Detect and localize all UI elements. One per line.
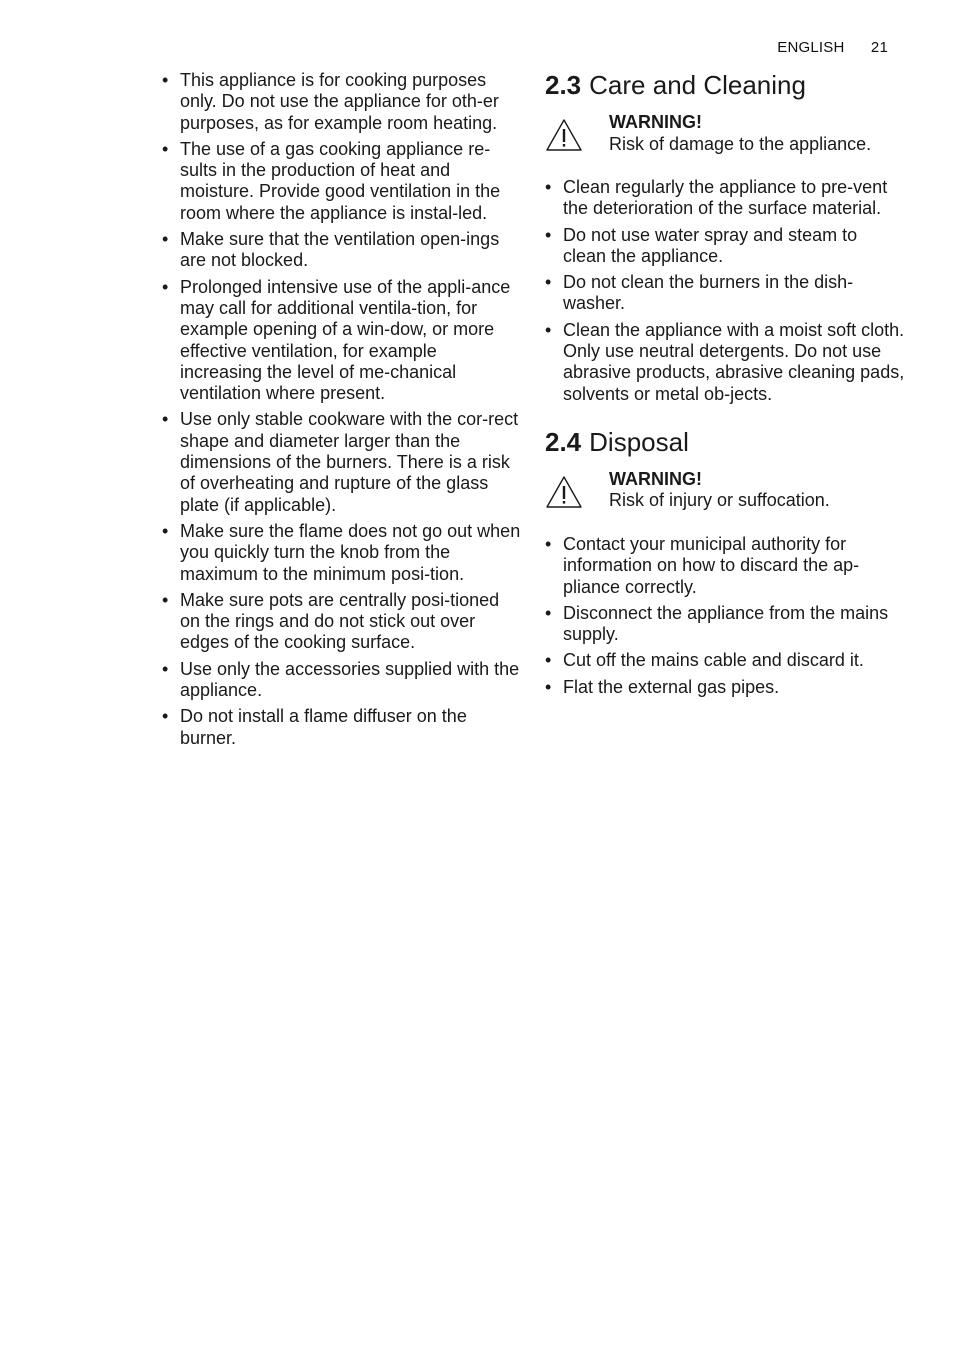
page-header <box>777 39 888 56</box>
list-item: • Do not use water spray and steam to clean the appliance. <box>545 225 905 268</box>
list-item: • Do not clean the burners in the dish-washer. <box>545 272 905 315</box>
list-item: • This appliance is for cooking purposes only. Do not use the appliance for oth-er purposes, as for example room heating. <box>162 70 522 134</box>
list-item: • Clean regularly the appliance to pre-vent the deterioration of the surface material. <box>545 177 905 220</box>
language-label: ENGLISH <box>777 39 845 56</box>
section-disposal <box>545 427 905 698</box>
section-number: 2.4 <box>545 426 582 457</box>
section-title: Disposal <box>589 426 689 457</box>
warning-text: Risk of damage to the appliance. <box>609 133 872 154</box>
list-item: • Use only the accessories supplied with the appliance. <box>162 659 522 702</box>
list-item: • Make sure the flame does not go out when you quickly turn the knob from the maximum to the minimum posi-tion. <box>162 521 522 585</box>
list-item: • Make sure that the ventilation open-ings are not blocked. <box>162 229 522 272</box>
list-item: • Make sure pots are centrally posi-tioned on the rings and do not stick out over edges of the cooking surface. <box>162 590 522 654</box>
right-column <box>545 70 905 703</box>
warning-triangle-icon <box>545 118 583 152</box>
safety-instructions-list <box>162 70 522 749</box>
list-item: • Prolonged intensive use of the appli-ance may call for additional ventila-tion, for example opening of a win-dow, or more effective ventilation, for example increasing the level of me-chanical ventilation where present. <box>162 277 522 405</box>
section-heading <box>545 427 905 457</box>
section-heading <box>545 70 905 100</box>
section-care-and-cleaning <box>545 70 905 405</box>
warning-title: WARNING! <box>609 468 702 489</box>
list-item: • Disconnect the appliance from the mains supply. <box>545 603 905 646</box>
list-item: • Clean the appliance with a moist soft cloth. Only use neutral detergents. Do not use abrasive products, abrasive cleaning pads, solvents or metal ob-jects. <box>545 320 905 405</box>
left-column <box>162 70 522 754</box>
section-title: Care and Cleaning <box>589 70 806 100</box>
disposal-list <box>545 534 905 698</box>
list-item: • Contact your municipal authority for information on how to discard the ap-pliance correctly. <box>545 534 905 598</box>
list-item: • Cut off the mains cable and discard it. <box>545 650 905 671</box>
list-item: • Flat the external gas pipes. <box>545 677 905 698</box>
warning-box <box>545 469 905 512</box>
warning-triangle-icon <box>545 475 583 509</box>
list-item: • Use only stable cookware with the cor-rect shape and diameter larger than the dimensions of the burners. There is a risk of overheating and rupture of the glass plate (if applicable). <box>162 409 522 515</box>
warning-text: Risk of injury or suffocation. <box>609 490 830 511</box>
care-cleaning-list <box>545 177 905 405</box>
page-number: 21 <box>870 39 888 56</box>
section-number: 2.3 <box>545 70 582 100</box>
warning-title: WARNING! <box>609 112 702 132</box>
list-item: • Do not install a flame diffuser on the burner. <box>162 706 522 749</box>
warning-box <box>545 112 905 155</box>
list-item: • The use of a gas cooking appliance re-sults in the production of heat and moisture. Provide good ventilation in the room where the appliance is instal-led. <box>162 139 522 224</box>
